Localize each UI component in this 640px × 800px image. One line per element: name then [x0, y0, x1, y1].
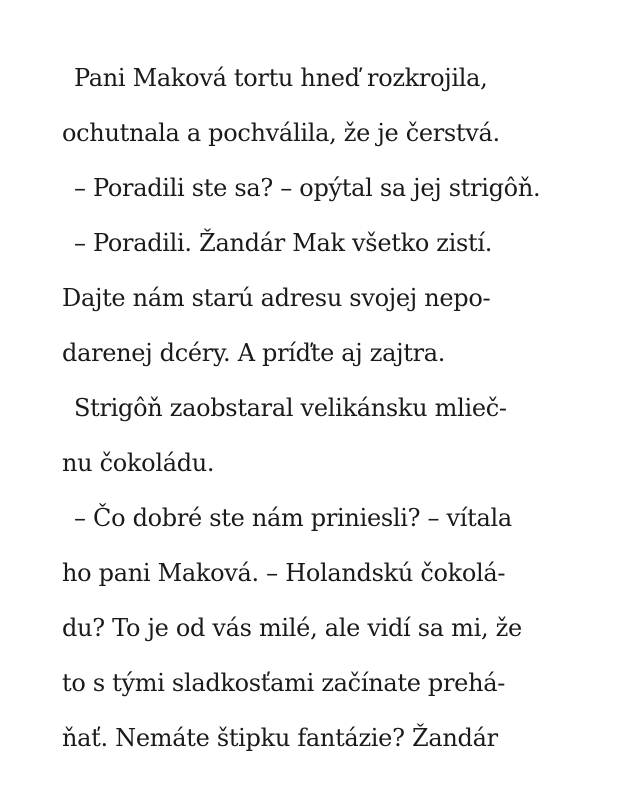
- book-page: [62, 51, 622, 766]
- text-line: darenej dcéry. A príďte aj zajtra.: [62, 339, 446, 367]
- text-line: Pani Maková tortu hneď rozkrojila,: [74, 64, 488, 92]
- text-line: du? To je od vás milé, ale vidí sa mi, že: [62, 614, 522, 642]
- text-line: Dajte nám starú adresu svojej nepo-: [62, 284, 491, 312]
- text-line: – Poradili ste sa? – opýtal sa jej strigôň.: [74, 174, 541, 202]
- text-line: Strigôň zaobstaral velikánsku mlieč-: [74, 394, 507, 422]
- text-line: nu čokoládu.: [62, 449, 215, 477]
- text-line: – Poradili. Žandár Mak všetko zistí.: [74, 229, 493, 257]
- text-line: ňať. Nemáte štipku fantázie? Žandár: [62, 724, 498, 752]
- text-line: to s tými sladkosťami začínate prehá-: [62, 669, 506, 697]
- text-line: – Čo dobré ste nám priniesli? – vítala: [74, 504, 512, 532]
- text-line: ochutnala a pochválila, že je čerstvá.: [62, 119, 500, 147]
- text-line: ho pani Maková. – Holandskú čokolá-: [62, 559, 506, 587]
